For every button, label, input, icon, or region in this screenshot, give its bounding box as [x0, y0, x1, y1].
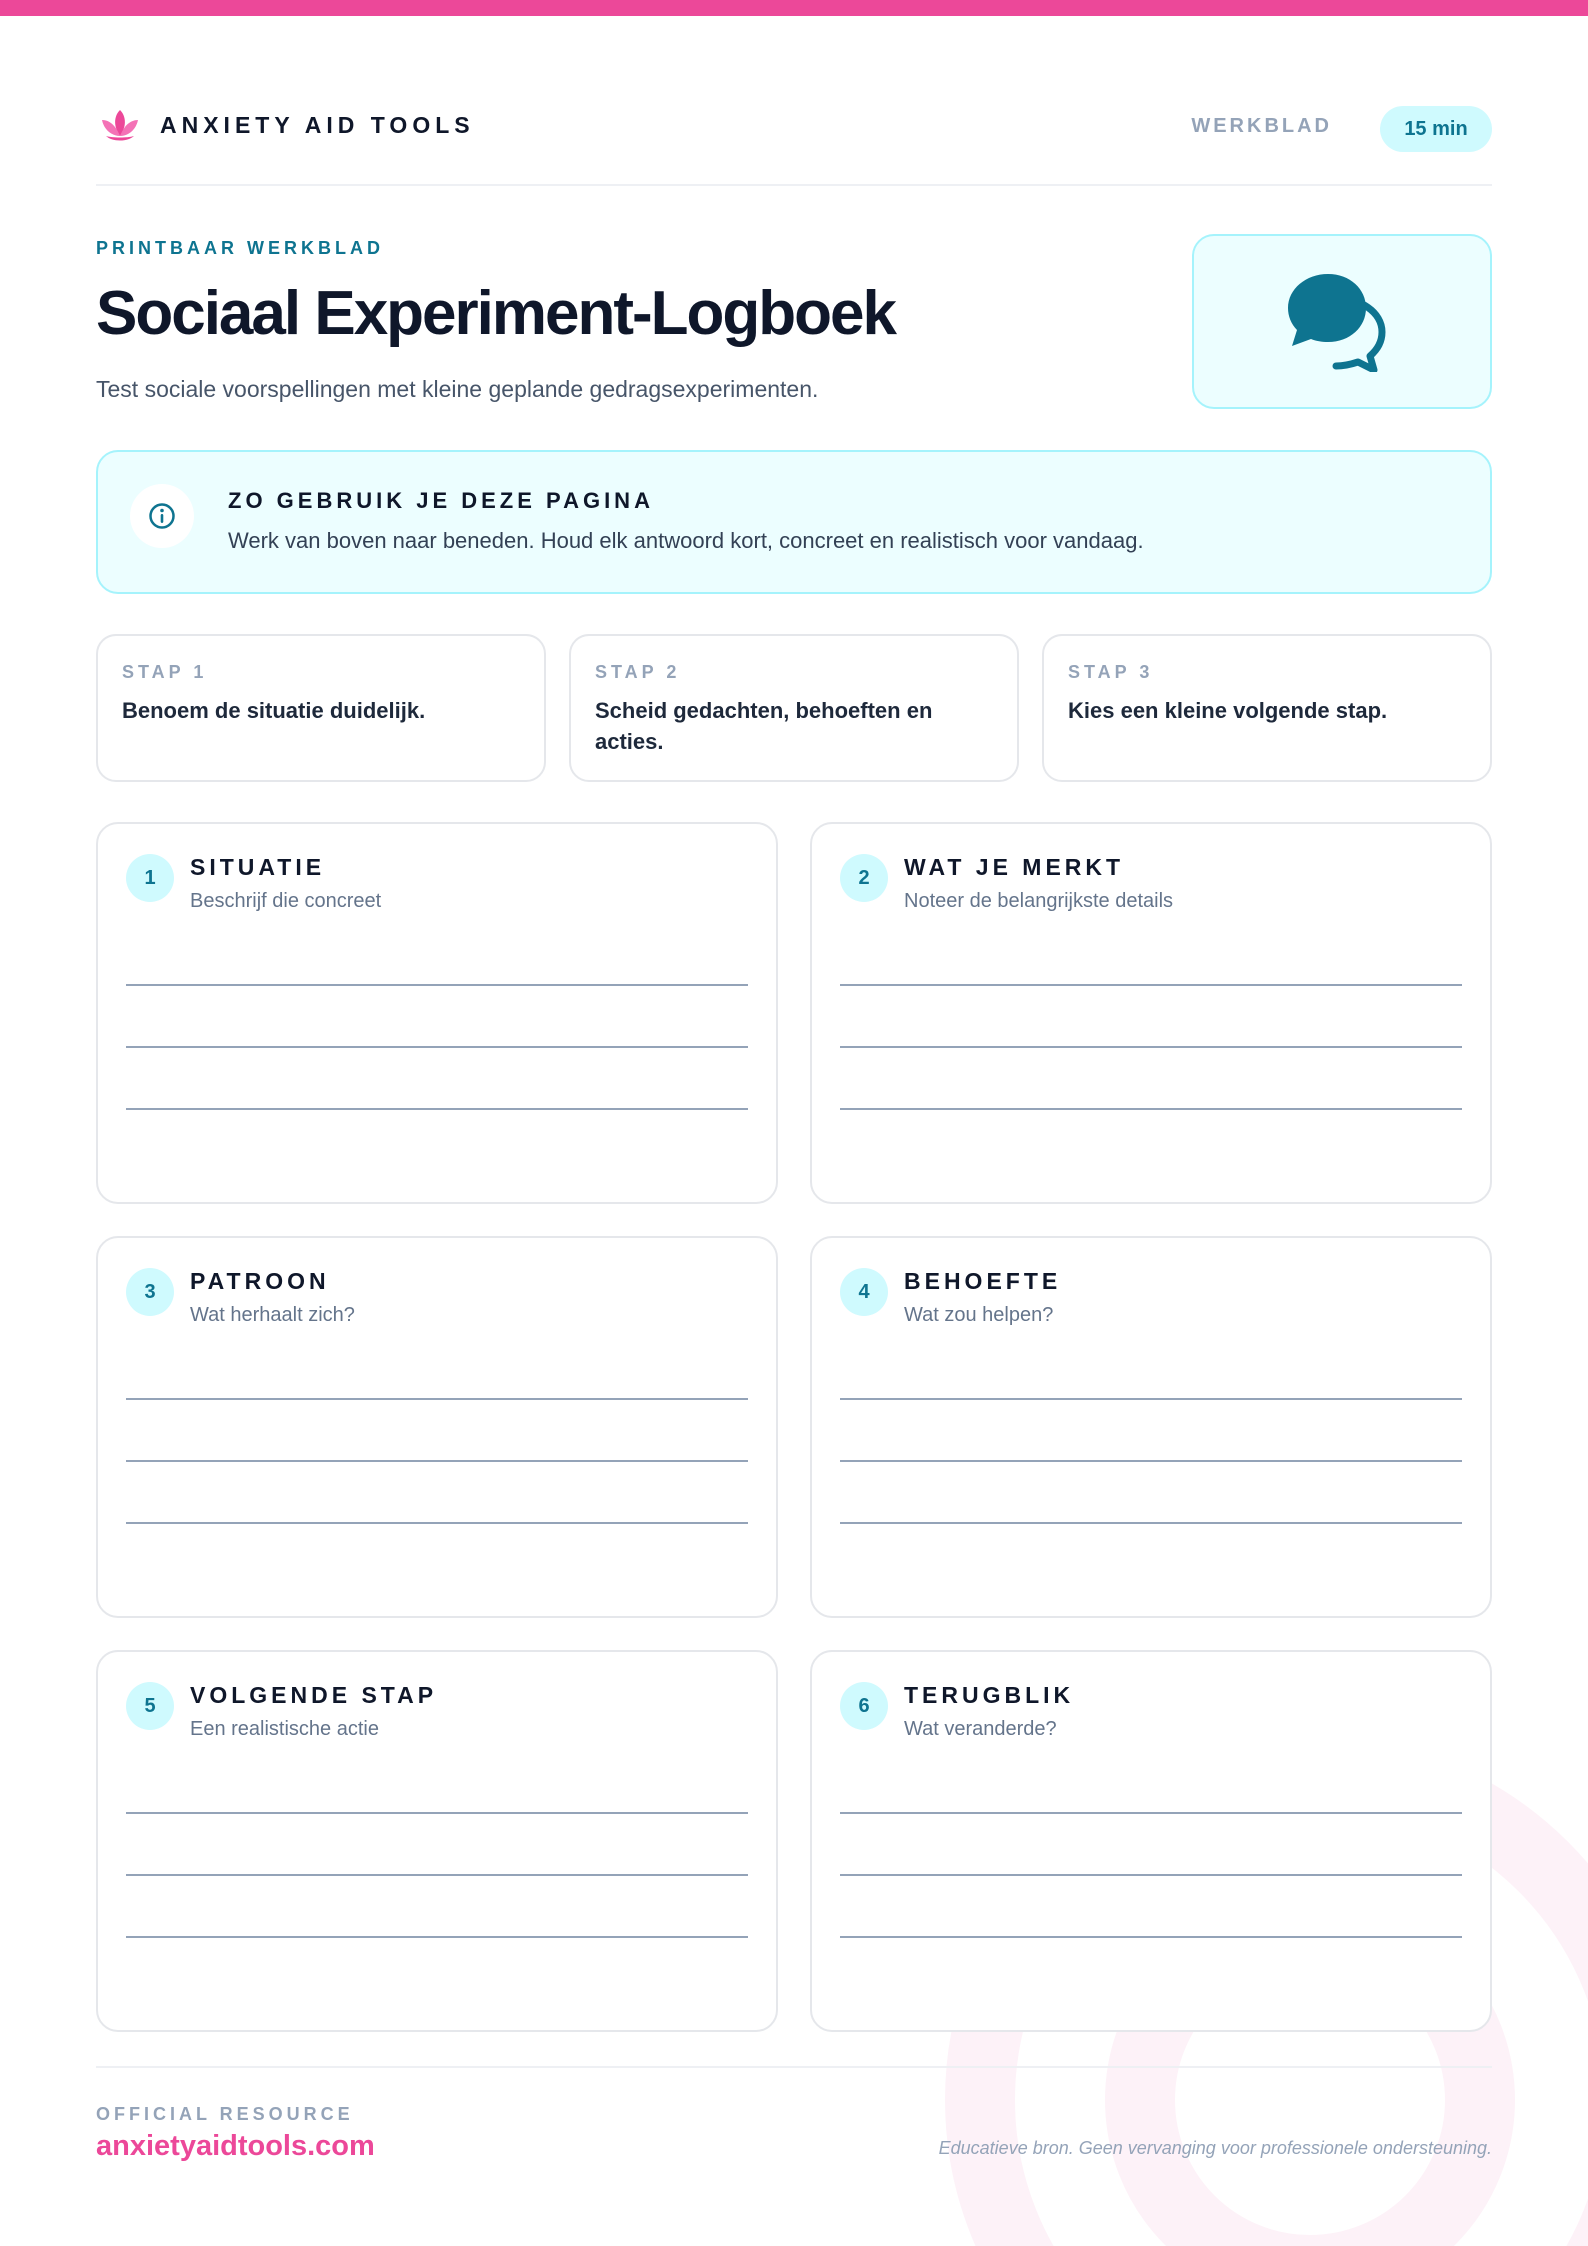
card-title: PATROON	[190, 1268, 330, 1294]
card-title: VOLGENDE STAP	[190, 1682, 438, 1708]
chat-bubbles-icon	[1286, 272, 1402, 372]
footer-label: OFFICIAL RESOURCE	[96, 2104, 354, 2124]
card-title: TERUGBLIK	[904, 1682, 1075, 1708]
card-terugblik	[810, 1650, 1492, 2032]
page-subtitle: Test sociale voorspellingen met kleine geplande gedragsexperimenten.	[96, 376, 819, 402]
writing-line[interactable]	[126, 984, 748, 986]
writing-line[interactable]	[840, 1460, 1462, 1462]
step-label: STAP 2	[595, 662, 681, 682]
step-text: Scheid gedachten, behoeften en acties.	[595, 698, 933, 754]
duration-badge: 15 min	[1380, 106, 1492, 152]
card-behoefte	[810, 1236, 1492, 1618]
lotus-icon	[96, 106, 144, 146]
card-subtitle: Wat herhaalt zich?	[190, 1304, 355, 1326]
step-label: STAP 3	[1068, 662, 1154, 682]
writing-line[interactable]	[126, 1046, 748, 1048]
card-subtitle: Beschrijf die concreet	[190, 890, 382, 912]
writing-line[interactable]	[840, 1046, 1462, 1048]
card-subtitle: Wat veranderde?	[904, 1718, 1057, 1740]
card-volgende-stap	[96, 1650, 778, 2032]
steps-row	[96, 634, 1492, 782]
card-number-badge: 5	[126, 1682, 174, 1730]
card-subtitle: Wat zou helpen?	[904, 1304, 1054, 1326]
writing-line[interactable]	[126, 1522, 748, 1524]
card-title: SITUATIE	[190, 854, 326, 880]
writing-line[interactable]	[840, 1812, 1462, 1814]
step-label: STAP 1	[122, 662, 208, 682]
card-patroon	[96, 1236, 778, 1618]
writing-line[interactable]	[126, 1108, 748, 1110]
writing-line[interactable]	[840, 1108, 1462, 1110]
writing-line[interactable]	[126, 1874, 748, 1876]
info-title: ZO GEBRUIK JE DEZE PAGINA	[228, 488, 654, 513]
writing-line[interactable]	[840, 1936, 1462, 1938]
writing-line[interactable]	[840, 1874, 1462, 1876]
page-title: Sociaal Experiment-Logboek	[96, 279, 895, 348]
step-card-1	[96, 634, 546, 782]
hero-icon-card	[1192, 234, 1492, 409]
writing-line[interactable]	[126, 1398, 748, 1400]
card-number-badge: 3	[126, 1268, 174, 1316]
card-number-badge: 4	[840, 1268, 888, 1316]
info-text: Werk van boven naar beneden. Houd elk antwoord kort, concreet en realistisch voor vandaag.	[228, 528, 1144, 553]
card-number-badge: 2	[840, 854, 888, 902]
writing-line[interactable]	[840, 984, 1462, 986]
step-text: Kies een kleine volgende stap.	[1068, 698, 1388, 723]
step-card-3	[1042, 634, 1492, 782]
card-number-badge: 6	[840, 1682, 888, 1730]
brand-name: ANXIETY AID TOOLS	[160, 112, 475, 138]
card-wat-je-merkt	[810, 822, 1492, 1204]
info-badge	[130, 484, 194, 548]
writing-line[interactable]	[126, 1812, 748, 1814]
writing-line[interactable]	[840, 1522, 1462, 1524]
writing-line[interactable]	[126, 1460, 748, 1462]
footer-site-link[interactable]: anxietyaidtools.com	[96, 2130, 375, 2162]
card-situatie	[96, 822, 778, 1204]
footer-divider	[96, 2066, 1492, 2068]
writing-line[interactable]	[840, 1398, 1462, 1400]
card-subtitle: Een realistische actie	[190, 1718, 379, 1740]
writing-line[interactable]	[126, 1936, 748, 1938]
footer-disclaimer: Educatieve bron. Geen vervanging voor professionele ondersteuning.	[938, 2138, 1492, 2158]
eyebrow-label: PRINTBAAR WERKBLAD	[96, 238, 384, 258]
card-number-badge: 1	[126, 854, 174, 902]
card-title: BEHOEFTE	[904, 1268, 1062, 1294]
usage-info-box	[96, 450, 1492, 594]
info-icon	[148, 502, 176, 530]
step-text: Benoem de situatie duidelijk.	[122, 698, 426, 723]
card-title: WAT JE MERKT	[904, 854, 1125, 880]
page-header	[96, 100, 1492, 186]
step-card-2	[569, 634, 1019, 782]
document-type-label: WERKBLAD	[1191, 115, 1332, 137]
card-subtitle: Noteer de belangrijkste details	[904, 890, 1174, 912]
